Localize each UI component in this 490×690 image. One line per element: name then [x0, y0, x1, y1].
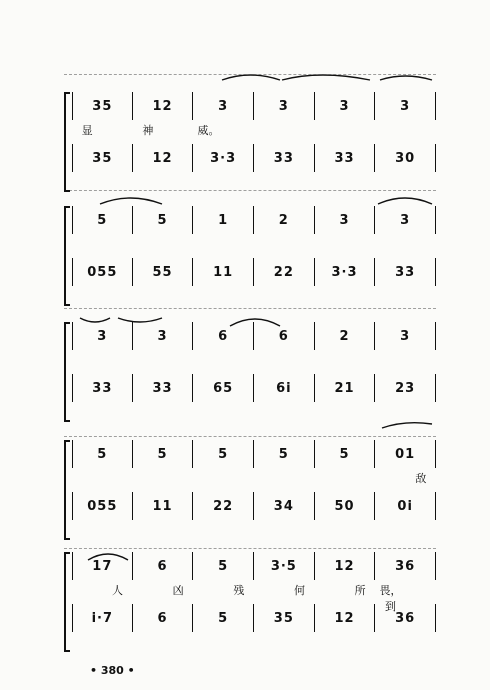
accomp-measure: 65 [193, 374, 254, 402]
melody-measure: 5 [315, 440, 376, 468]
melody-measure: 35 [72, 92, 133, 120]
lyric-syllable [72, 470, 102, 486]
lyric-syllable: 凶 [172, 584, 184, 597]
accomp-measure: 30 [375, 144, 436, 172]
accomp-measure: 21 [315, 374, 376, 402]
accomp-measure: 23 [375, 374, 436, 402]
lyric-syllable: 人 [111, 584, 123, 597]
system-brace [64, 552, 70, 652]
melody-measure: 12 [315, 552, 376, 580]
melody-measure: 3 [315, 92, 376, 120]
lyric-syllable [102, 122, 132, 138]
accomp-measure: 33 [254, 144, 315, 172]
lyric-syllable [406, 122, 436, 138]
melody-staff [72, 322, 436, 350]
system-brace [64, 206, 70, 306]
lyric-syllable [284, 470, 314, 486]
accomp-measure: 36 [375, 604, 436, 632]
lyric-syllable [163, 122, 193, 138]
lyric-syllable [102, 470, 132, 486]
accomp-measure: 33 [375, 258, 436, 286]
lyric-syllable: 显 [81, 124, 93, 137]
lyric-syllable [315, 122, 345, 138]
score-system [64, 552, 436, 668]
accomp-measure: 35 [72, 144, 133, 172]
accomp-measure: 6 [133, 604, 194, 632]
lyric-syllable [254, 470, 284, 486]
lyrics-line [72, 122, 436, 138]
lyric-syllable [315, 470, 345, 486]
accomp-measure: 3·3 [193, 144, 254, 172]
lyric-syllable [375, 122, 405, 138]
melody-measure: 3 [193, 92, 254, 120]
melody-staff [72, 92, 436, 120]
score-system [64, 206, 436, 322]
melody-measure: 5 [72, 440, 133, 468]
lyric-syllable [284, 122, 314, 138]
score-system [64, 322, 436, 438]
score-system [64, 92, 436, 208]
melody-measure: 5 [254, 440, 315, 468]
melody-measure: 2 [254, 206, 315, 234]
divider [64, 74, 436, 75]
accomp-measure: 055 [72, 258, 133, 286]
accomp-measure: 6i [254, 374, 315, 402]
lyric-syllable [254, 122, 284, 138]
score-system [64, 440, 436, 556]
lyric-syllable: 残 [233, 584, 245, 597]
melody-measure: 3 [375, 92, 436, 120]
accomp-measure: 12 [315, 604, 376, 632]
accomp-measure: 3·3 [315, 258, 376, 286]
accomp-measure: 34 [254, 492, 315, 520]
accomp-measure: 5 [193, 604, 254, 632]
melody-measure: 17 [72, 552, 133, 580]
melody-measure: 36 [375, 552, 436, 580]
melody-measure: 3 [315, 206, 376, 234]
accomp-staff [72, 492, 436, 520]
system-brace [64, 440, 70, 540]
accomp-measure: 33 [315, 144, 376, 172]
melody-measure: 3 [254, 92, 315, 120]
lyric-syllable: 威。 [197, 124, 220, 137]
melody-measure: 5 [133, 206, 194, 234]
accomp-staff [72, 374, 436, 402]
lyric-syllable [163, 470, 193, 486]
melody-measure: 3 [72, 322, 133, 350]
melody-measure: 3 [375, 206, 436, 234]
accomp-measure: 33 [133, 374, 194, 402]
melody-measure: 12 [133, 92, 194, 120]
accomp-measure: 11 [193, 258, 254, 286]
melody-measure: 01 [375, 440, 436, 468]
accomp-staff [72, 604, 436, 632]
melody-staff [72, 552, 436, 580]
system-brace [64, 322, 70, 422]
lyric-syllable [375, 470, 405, 486]
melody-measure: 5 [193, 440, 254, 468]
lyric-syllable [345, 122, 375, 138]
melody-staff [72, 440, 436, 468]
lyric-syllable [224, 122, 254, 138]
melody-measure: 6 [133, 552, 194, 580]
accomp-measure: 33 [72, 374, 133, 402]
accomp-measure: 55 [133, 258, 194, 286]
page-number: • 380 • [90, 664, 135, 677]
lyric-syllable: 神 [142, 124, 154, 137]
accomp-staff [72, 258, 436, 286]
melody-measure: 6 [193, 322, 254, 350]
melody-measure: 3 [375, 322, 436, 350]
accomp-staff [72, 144, 436, 172]
lyric-syllable [345, 470, 375, 486]
accomp-measure: 22 [254, 258, 315, 286]
accomp-measure: 12 [133, 144, 194, 172]
melody-measure: 1 [193, 206, 254, 234]
accomp-measure: 11 [133, 492, 194, 520]
melody-measure: 5 [133, 440, 194, 468]
lyric-syllable: 畏，到 [379, 584, 402, 613]
lyric-syllable [133, 470, 163, 486]
melody-measure: 6 [254, 322, 315, 350]
melody-measure: 3·5 [254, 552, 315, 580]
lyric-syllable [224, 470, 254, 486]
lyric-syllable: 何 [293, 584, 305, 597]
lyric-syllable: 敌 [415, 472, 427, 485]
accomp-measure: 22 [193, 492, 254, 520]
melody-measure: 5 [193, 552, 254, 580]
melody-measure: 3 [133, 322, 194, 350]
system-brace [64, 92, 70, 192]
melody-measure: 5 [72, 206, 133, 234]
lyric-syllable: 所 [354, 584, 366, 597]
lyric-syllable [193, 470, 223, 486]
melody-measure: 2 [315, 322, 376, 350]
melody-staff [72, 206, 436, 234]
accomp-measure: 055 [72, 492, 133, 520]
accomp-measure: 35 [254, 604, 315, 632]
accomp-measure: 0i [375, 492, 436, 520]
accomp-measure: 50 [315, 492, 376, 520]
lyrics-line [72, 470, 436, 486]
accomp-measure: i·7 [72, 604, 133, 632]
